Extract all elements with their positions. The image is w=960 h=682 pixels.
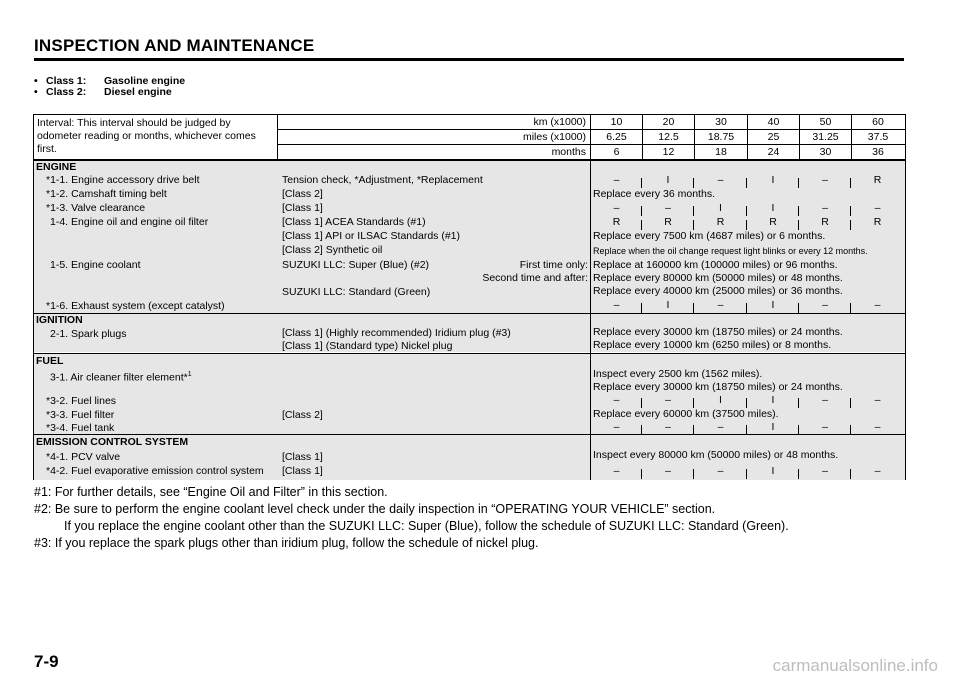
- schedule-cell: –: [717, 174, 724, 186]
- section-engine: ENGINE: [36, 161, 77, 173]
- detail-fuel-filter: [Class 2]: [282, 409, 323, 421]
- schedule-cell: I: [666, 299, 670, 311]
- schedule-cell: –: [874, 299, 881, 311]
- section-fuel: FUEL: [36, 355, 64, 367]
- miles-value: 25: [767, 131, 780, 143]
- detail-belt: Tension check, *Adjustment, *Replacement: [282, 174, 483, 186]
- miles-value: 37.5: [867, 131, 889, 143]
- schedule-cell: –: [874, 465, 881, 477]
- schedule-text: Replace every 60000 km (37500 miles).: [593, 408, 779, 420]
- schedule-cell: –: [665, 421, 671, 433]
- footnote-2-continued: If you replace the engine coolant other than the SUZUKI LLC: Super (Blue), follow the schedule of SUZUKI LLC: Standard (Green).: [64, 519, 789, 533]
- schedule-cell: –: [822, 299, 828, 311]
- item-camshaft-timing-belt: *1-2. Camshaft timing belt: [46, 188, 167, 200]
- interval-note-1: Interval: This interval should be judged by: [37, 117, 231, 129]
- detail-oil-acea: [Class 1] ACEA Standards (#1): [282, 216, 426, 228]
- item-engine-oil: 1-4. Engine oil and engine oil filter: [50, 216, 209, 228]
- detail-evap: [Class 1]: [282, 465, 323, 477]
- title-rule: [34, 58, 904, 61]
- schedule-cell: –: [822, 465, 828, 477]
- months-value: 36: [872, 146, 884, 158]
- schedule-cell: I: [771, 421, 775, 433]
- schedule-text: Inspect every 2500 km (1562 miles).: [593, 368, 763, 380]
- months-value: 18: [715, 146, 727, 158]
- detail-second-time: Second time and after:: [482, 272, 588, 284]
- item-air-cleaner: 3-1. Air cleaner filter element*$^1$: [50, 371, 192, 384]
- km-value: 10: [610, 116, 623, 128]
- miles-value: 18.75: [707, 131, 735, 143]
- detail-nickel: [Class 1] (Standard type) Nickel plug: [282, 340, 453, 352]
- schedule-cell: I: [719, 394, 722, 406]
- schedule-text: Replace when the oil change request light blinks or every 12 months.: [593, 246, 868, 256]
- detail-iridium: [Class 1] (Highly recommended) Iridium plug (#3): [282, 327, 511, 339]
- class-2-line: • Class 2: Diesel engine: [34, 86, 172, 98]
- detail-oil-api: [Class 1] API or ILSAC Standards (#1): [282, 230, 460, 242]
- schedule-cell: I: [771, 202, 775, 214]
- schedule-cell: I: [666, 174, 670, 186]
- miles-value: 31.25: [812, 131, 839, 143]
- schedule-cell: I: [771, 394, 775, 406]
- class-1-line: • Class 1: Gasoline engine: [34, 75, 186, 87]
- schedule-text: Replace every 10000 km (6250 miles) or 8 months.: [593, 339, 832, 351]
- detail-valve: [Class 1]: [282, 202, 323, 214]
- schedule-cell: I: [771, 465, 775, 477]
- schedule-cell: –: [874, 394, 881, 406]
- schedule-text: Replace at 160000 km (100000 miles) or 96 months.: [593, 259, 838, 271]
- months-value: 24: [767, 146, 780, 158]
- schedule-cell: –: [822, 174, 828, 186]
- schedule-text: Replace every 7500 km (4687 miles) or 6 months.: [593, 230, 826, 242]
- page-title: INSPECTION AND MAINTENANCE: [34, 36, 315, 55]
- detail-coolant-super: SUZUKI LLC: Super (Blue) (#2): [282, 259, 430, 271]
- schedule-cell: –: [613, 465, 620, 477]
- schedule-cell: –: [717, 421, 724, 433]
- schedule-cell: –: [613, 174, 620, 186]
- schedule-text: Replace every 36 months.: [593, 188, 715, 200]
- schedule-cell: I: [771, 174, 775, 186]
- item-engine-coolant: 1-5. Engine coolant: [50, 259, 141, 271]
- schedule-cell: –: [613, 394, 620, 406]
- detail-camshaft: [Class 2]: [282, 188, 323, 200]
- schedule-cell: –: [613, 421, 620, 433]
- watermark: carmanualsonline.info: [772, 656, 938, 675]
- detail-coolant-standard: SUZUKI LLC: Standard (Green): [282, 286, 431, 298]
- schedule-cell: R: [664, 216, 672, 228]
- detail-pcv: [Class 1]: [282, 451, 323, 463]
- schedule-cell: R: [612, 216, 621, 228]
- schedule-text: Inspect every 80000 km (50000 miles) or 48 months.: [593, 449, 839, 461]
- months-value: 30: [819, 146, 832, 158]
- detail-oil-synthetic: [Class 2] Synthetic oil: [282, 244, 383, 256]
- detail-first-time: First time only:: [519, 259, 588, 271]
- schedule-cell: I: [719, 202, 722, 214]
- footnotes: [34, 484, 789, 552]
- schedule-cell: R: [873, 216, 882, 228]
- miles-value: 12.5: [658, 131, 679, 143]
- schedule-cell: –: [822, 421, 828, 433]
- item-valve-clearance: *1-3. Valve clearance: [46, 202, 146, 214]
- item-fuel-tank: *3-4. Fuel tank: [46, 422, 115, 434]
- km-value: 20: [662, 116, 675, 128]
- km-value: 40: [767, 116, 780, 128]
- schedule-cell: –: [613, 202, 620, 214]
- months-value: 12: [662, 146, 675, 158]
- schedule-cell: R: [769, 216, 777, 228]
- schedule-cell: –: [717, 465, 724, 477]
- schedule-text: Replace every 30000 km (18750 miles) or 24 months.: [593, 326, 843, 338]
- km-value: 50: [819, 116, 832, 128]
- header-divider: [277, 115, 278, 160]
- footnote-2: #2: Be sure to perform the engine coolant level check under the daily inspection in “OPERATING YOUR VEHICLE” section.: [34, 502, 716, 516]
- km-value: 30: [715, 116, 727, 128]
- footnote-3: #3: If you replace the spark plugs other than iridium plug, follow the schedule of nickel plug.: [34, 536, 539, 550]
- schedule-cell: R: [873, 174, 882, 186]
- schedule-cell: –: [822, 394, 828, 406]
- page-number: 7-9: [34, 652, 59, 671]
- item-engine-accessory-belt: *1-1. Engine accessory drive belt: [46, 174, 200, 186]
- schedule-cell: –: [665, 394, 671, 406]
- schedule-cell: –: [665, 465, 671, 477]
- item-spark-plugs: 2-1. Spark plugs: [50, 328, 127, 340]
- item-fuel-filter: *3-3. Fuel filter: [46, 409, 115, 421]
- section-emission: EMISSION CONTROL SYSTEM: [36, 436, 189, 448]
- maintenance-table: [33, 114, 906, 480]
- section-ignition: IGNITION: [36, 314, 83, 326]
- unit-km: km (x1000): [533, 116, 586, 128]
- schedule-text: Replace every 80000 km (50000 miles) or 48 months.: [593, 272, 843, 284]
- schedule-text: Replace every 30000 km (18750 miles) or 24 months.: [593, 381, 843, 393]
- schedule-cell: R: [716, 216, 725, 228]
- footnote-1: #1: For further details, see “Engine Oil and Filter” in this section.: [34, 485, 388, 499]
- interval-note-2: odometer reading or months, whichever comes: [37, 130, 256, 142]
- schedule-cell: –: [665, 202, 671, 214]
- schedule-cell: –: [822, 202, 828, 214]
- schedule-cell: –: [874, 202, 881, 214]
- interval-note-3: first.: [37, 143, 57, 155]
- item-exhaust-system: *1-6. Exhaust system (except catalyst): [46, 300, 225, 312]
- schedule-cell: R: [821, 216, 829, 228]
- unit-months: months: [551, 146, 586, 158]
- item-pcv-valve: *4-1. PCV valve: [46, 451, 121, 463]
- km-value: 60: [872, 116, 884, 128]
- months-value: 6: [613, 146, 620, 158]
- schedule-cell: –: [717, 299, 724, 311]
- schedule-cell: –: [613, 299, 620, 311]
- item-evap-system: *4-2. Fuel evaporative emission control system: [46, 465, 264, 477]
- schedule-cell: –: [874, 421, 881, 433]
- unit-miles: miles (x1000): [522, 131, 586, 143]
- miles-value: 6.25: [606, 131, 627, 143]
- schedule-cell: I: [771, 299, 775, 311]
- schedule-text: Replace every 40000 km (25000 miles) or 36 months.: [593, 285, 843, 297]
- item-fuel-lines: *3-2. Fuel lines: [46, 395, 117, 407]
- class-legend: [34, 76, 185, 98]
